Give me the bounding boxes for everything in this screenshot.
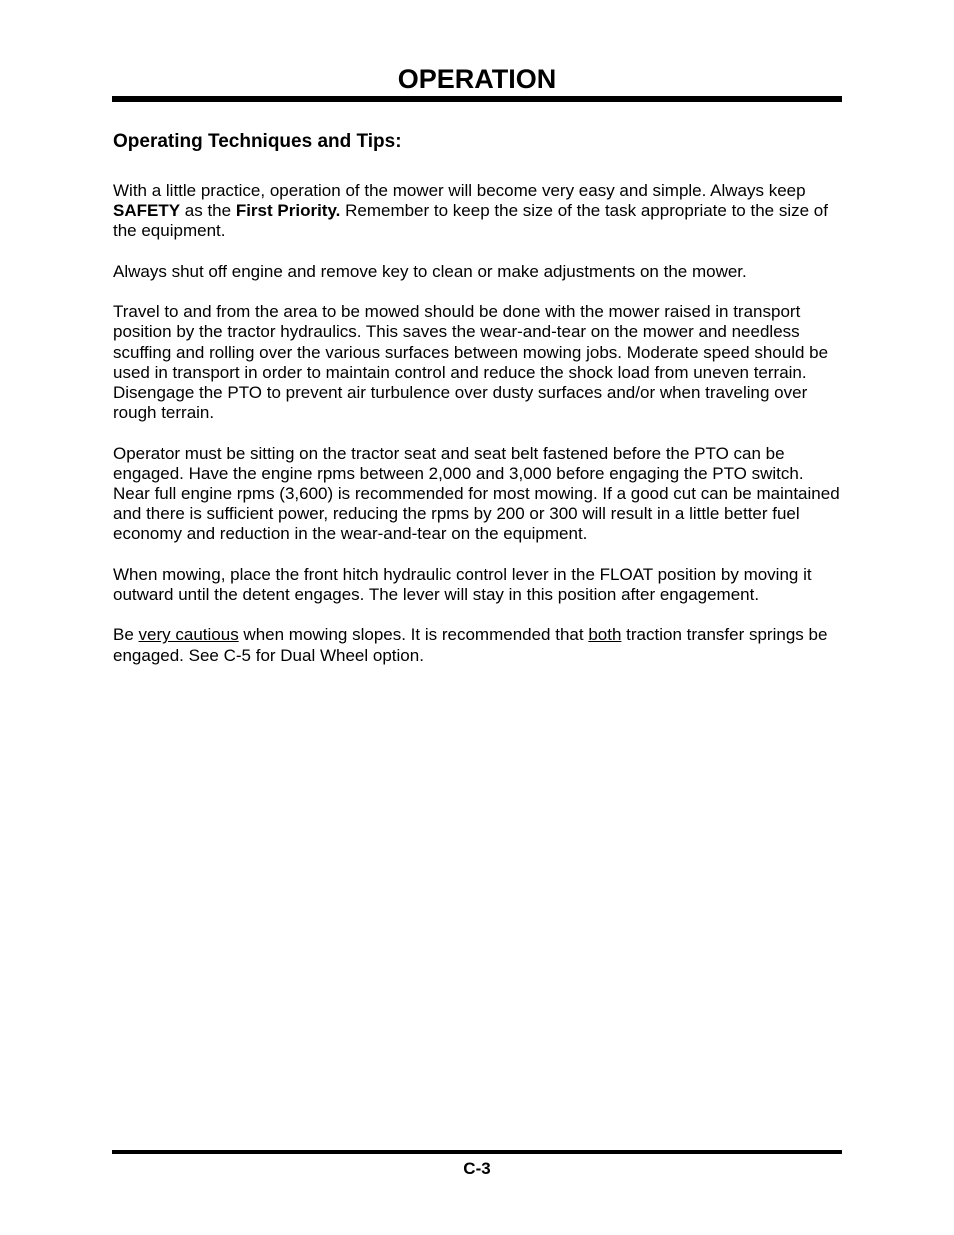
p1-text-c: as the <box>180 201 236 221</box>
p6-text-e: traction transfer springs be engaged. See C-5 for Dual Wheel option. <box>113 625 828 665</box>
very-cautious-underline: very cautious <box>138 625 239 645</box>
paragraph-3: Travel to and from the area to be mowed should be done with the mower raised in transport position by the tractor hydraulics. This saves the wear-and-tear on the mower and needless scuffing and rolling over the various surfaces between mowing jobs. Moderate speed should be used in transport in order to maintain control and reduce the shock load from uneven terrain. Disengage the PTO to prevent air turbulence over dusty surfaces and/or when traveling over rough terrain. <box>113 302 829 423</box>
page-title: OPERATION <box>397 64 557 94</box>
paragraph-6 <box>113 625 843 665</box>
paragraph-5: When mowing, place the front hitch hydraulic control lever in the FLOAT position by moving it outward until the detent engages. The lever will stay in this position after engagement. <box>113 564 812 604</box>
footer-divider <box>112 1150 842 1154</box>
both-underline: both <box>588 625 622 645</box>
body-text <box>113 181 843 686</box>
section-heading: Operating Techniques and Tips: <box>113 131 402 152</box>
paragraph-4: Operator must be sitting on the tractor seat and seat belt fastened before the PTO can be engaged. Have the engine rpms between 2,000 and 3,000 before engaging the PTO switch. Near full engine rpms (3,600) is recommended for most mowing. If a good cut can be maintained and there is sufficient power, reducing the rpms by 200 or 300 will result in a little better fuel economy and reduction in the wear-and-tear on the equipment. <box>113 443 840 544</box>
paragraph-1 <box>113 181 843 242</box>
title-divider <box>112 96 842 102</box>
p1-text-a: With a little practice, operation of the mower will become very easy and simple. Always keep <box>113 181 806 200</box>
safety-emphasis: SAFETY <box>113 201 181 221</box>
p1-text-e: Remember to keep the size of the task appropriate to the size of the equipment. <box>113 201 828 241</box>
p6-text-a: Be <box>113 625 139 645</box>
paragraph-2: Always shut off engine and remove key to clean or make adjustments on the mower. <box>113 261 747 281</box>
page-number: C-3 <box>463 1159 491 1178</box>
first-priority-emphasis: First Priority. <box>235 201 341 221</box>
p6-text-c: when mowing slopes. It is recommended that <box>238 625 589 645</box>
